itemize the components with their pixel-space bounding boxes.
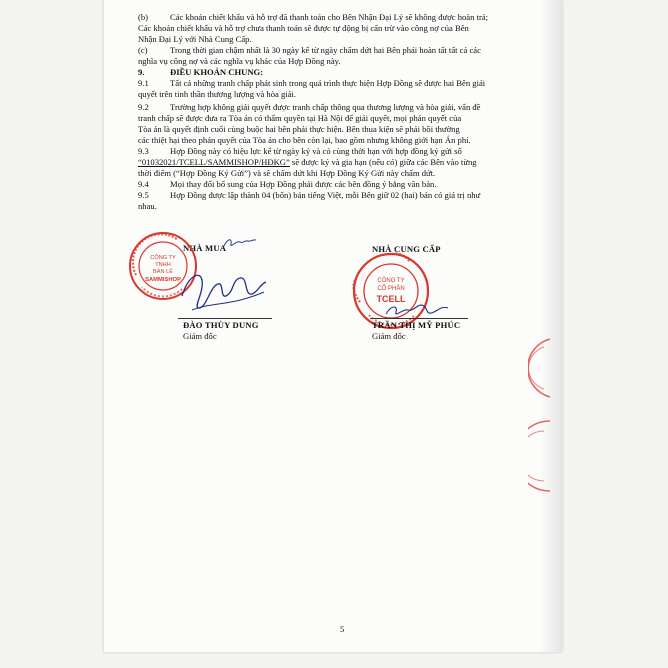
supplier-seal-line-3: TCELL [376,294,406,304]
supplier-seal-line-1: CÔNG TY [377,278,405,284]
supplier-signature-line [370,318,468,319]
clause-9-2-line4: các thiệt hại theo phán quyết của Tòa án cho bên còn lại, bao gồm nhưng không giới hạn Án phí. [138,135,471,145]
clause-9-3-number: 9.3 [138,146,149,156]
clause-9-2-number: 9.2 [138,102,149,112]
supplier-name: TRẦN THỊ MỸ PHÚC [372,320,461,330]
clause-9-5-number: 9.5 [138,190,149,200]
clause-9-3-line1: Hợp Đồng này có hiệu lực kể từ ngày ký và có cùng thời hạn với hợp đồng ký gửi số [170,146,462,156]
clause-9-1-line1: Tất cả những tranh chấp phát sinh trong quá trình thực hiện Hợp Đồng sẽ được hai Bên giải [170,78,486,88]
clause-c-label: (c) [138,45,148,55]
clause-c-line2: nghĩa vụ công nợ và các nghĩa vụ khác của Hợp Đồng này. [138,56,341,66]
supplier-heading: NHÀ CUNG CẤP [372,244,441,254]
clause-9-4-line1: Mọi thay đổi bổ sung của Hợp Đồng phải được các bên đồng ý bằng văn bản. [170,179,437,189]
clause-b-line2: Các khoản chiết khấu và hỗ trợ chưa thanh toán sẽ được tự động bị cấn trừ vào công nợ của Bên [138,23,469,33]
section-9-title: ĐIỀU KHOẢN CHUNG: [170,67,264,77]
clause-b-label: (b) [138,12,149,22]
clause-9-2-line1: Trường hợp không giải quyết được tranh chấp thông qua thương lượng và hòa giải, vấn đề [170,102,481,112]
section-9-number: 9. [138,67,145,77]
clause-9-1-number: 9.1 [138,78,149,88]
edge-seal-marks [528,335,554,495]
clause-b-line1: Các khoản chiết khấu và hỗ trợ đã thanh toán cho Bên Nhận Đại Lý sẽ không được hoàn trả; [170,12,489,22]
buyer-signature-line [178,318,272,319]
supplier-seal-line-2: CỔ PHẦN [377,286,405,292]
buyer-seal-line-1: CÔNG TY [150,255,176,261]
clause-9-5-line2: nhau. [138,201,157,211]
buyer-title: Giám đốc [183,331,217,341]
buyer-seal-line-3: BÁN LẺ [153,269,173,275]
buyer-seal-line-2: TNHH [155,262,171,268]
page-number: 5 [340,624,345,634]
clause-9-4-number: 9.4 [138,179,149,189]
clause-9-5-line1: Hợp Đồng được lập thành 04 (bốn) bản tiếng Việt, mỗi Bên giữ 02 (hai) bản có giá trị như [170,190,481,200]
clause-9-2-line3: Tòa án là quyết định cuối cùng buộc hai bên phải thực hiện. Bên thua kiện sẽ phải bồi thường [138,124,460,134]
clause-b-line3: Nhận Đại Lý với Nhà Cung Cấp. [138,34,252,44]
buyer-name: ĐÀO THÙY DUNG [183,320,259,330]
supplier-title: Giám đốc [372,331,406,341]
buyer-signature [172,262,272,322]
contract-code: “01032021/TCELL/SAMMISHOP/HĐKG” [138,157,290,167]
clause-9-3-line2 [138,157,477,168]
page-curl-shadow [540,0,562,652]
buyer-initial-scribble [222,234,258,252]
clause-9-2-line2: tranh chấp sẽ được đưa ra Tòa án có thẩm quyền tại Hà Nội để giải quyết, mọi phán quyết của [138,113,462,123]
buyer-seal-line-4: SAMMISHOP [145,277,181,283]
clause-9-3-line2-rest: sẽ được ký và gia hạn (nếu có) giữa các Bên vào từng [289,157,477,167]
clause-9-1-line2: quyết trên tinh thần thương lượng và hòa giải. [138,89,297,99]
clause-9-3-line3: thời điểm (“Hợp Đồng Ký Gửi”) và sẽ chấm dứt khi Hợp Đồng Ký Gửi này chấm dứt. [138,168,436,178]
buyer-heading: NHÀ MUA [183,243,227,253]
clause-c-line1: Trong thời gian chậm nhất là 30 ngày kể từ ngày chấm dứt hai Bên phải hoàn tất tất cả các [170,45,481,55]
